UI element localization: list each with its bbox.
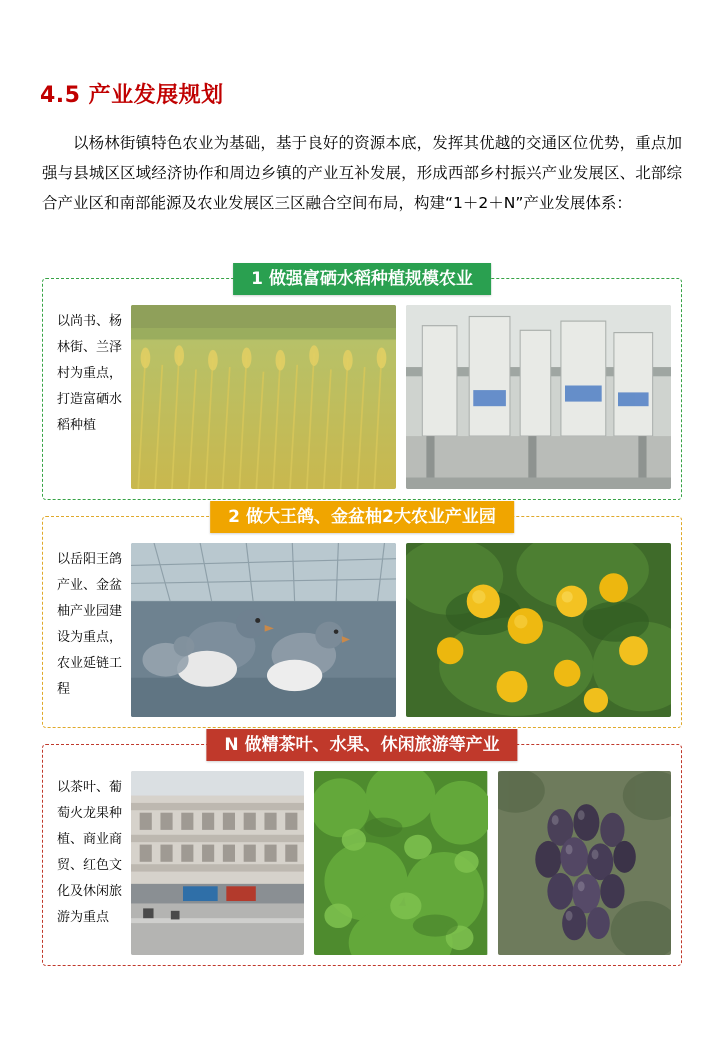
card-1-index: 1 [251, 269, 263, 289]
card-3-caption: 以茶叶、葡萄火龙果种植、商业商贸、红色文化及休闲旅游为重点 [57, 780, 123, 925]
industry-card-1 [42, 269, 682, 500]
card-1-banner-label: 做强富硒水稻种植规模农业 [268, 269, 473, 289]
card-1-body [43, 305, 681, 489]
card-3-banner-label: 做精茶叶、水果、休闲旅游等产业 [244, 735, 500, 755]
card-2-caption: 以岳阳王鸽产业、金盆柚产业园建设为重点，农业延链工程 [57, 552, 123, 697]
card-2-index: 2 [228, 507, 241, 527]
card-3-body [43, 771, 681, 955]
card-1-photos [131, 305, 671, 489]
card-2-banner [210, 501, 514, 533]
page-title: 4.5 产业发展规划 [40, 83, 224, 108]
industry-card-3 [42, 735, 682, 966]
card-1-caption: 以尚书、杨林街、兰泽村为重点，打造富硒水稻种植 [57, 314, 123, 433]
pigeon-farm-photo [131, 543, 396, 717]
tea-plantation-photo [314, 771, 487, 955]
card-3-index: N [224, 735, 239, 755]
card-1-banner [233, 263, 491, 295]
card-2-banner-label: 做大王鸽、金盆柚2大农业产业园 [246, 507, 496, 527]
industry-card-2 [42, 507, 682, 728]
card-3-banner [206, 729, 517, 761]
intro-paragraph: 以杨林街镇特色农业为基础，基于良好的资源本底，发挥其优越的交通区位优势，重点加强与县城区区域经济协作和周边乡镇的产业互补发展，形成西部乡村振兴产业发展区、北部综合产业区和南部能源及农业发展区三区融合空间布局，构建“1＋2＋N”产业发展体系： [42, 134, 682, 212]
rice-processing-plant-photo [406, 305, 671, 489]
card-2-photos [131, 543, 671, 717]
pomelo-tree-photo [406, 543, 671, 717]
card-3-photos [131, 771, 671, 955]
card-2-body [43, 543, 681, 717]
commercial-street-photo [131, 771, 304, 955]
grapes-photo [498, 771, 671, 955]
rice-field-photo [131, 305, 396, 489]
